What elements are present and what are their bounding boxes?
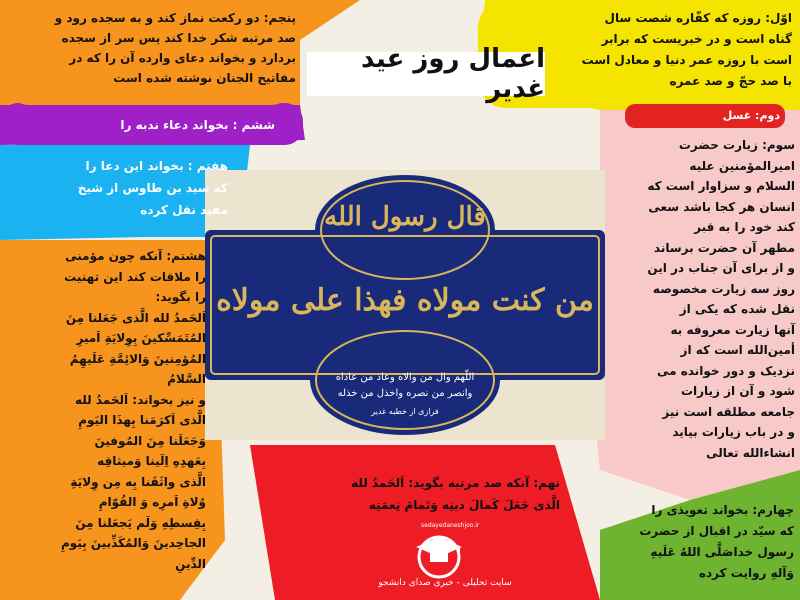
calligraphy-main-text: من کنت مولاه فهذا علی مولاه (216, 283, 594, 318)
dua-line-1: اللّهم وال من والاه وعاد من عاداه (335, 372, 475, 383)
item-second: دوم: غسل (722, 109, 780, 122)
item-ninth: نهم: آنکه صد مرتبه بگوید: اَلحَمدُ لله الَّذی جَعَلَ کَمالَ دینِه وَتَمامَ نِعمَتِه (351, 476, 560, 512)
graduation-cap-logo-icon (404, 525, 474, 580)
item-eighth: هشتم: آنکه چون مؤمنی را ملاقات کند این تهنیت را بگوید: اَلحَمدُ لله الَّذی جَعَلنا مِنَ المُتَمَسِّکینَ بِوِلایَةِ اَمیرِ المُؤمِنینَ وَالائِمَّةِ عَلَیهِمُ السَّلامُ و نیز بخواند: اَلحَمدُ لله الَّذی اَکرَمَنا بِهذَا الیَومِ وَجَعَلَنا مِنَ المُوفینَ بِعَهدِهِ اِلَینا وَمیثاقِه الَّذی واثَقَنا بِه مِن وِلایَةِ وُلاةِ اَمرِه وَ القُوّامِ بِقِسطِهِ وَلَم یَجعَلنا مِنَ الجاحِدینَ وَالمُکَذِّبینَ بِیَومِ الدِّینِ (61, 249, 206, 571)
item-sixth: ششم : بخواند دعاء ندبه را (120, 118, 275, 132)
calligraphy-artwork (205, 170, 605, 440)
item-third: سوم: زیارت حضرت امیرالمؤمنین علیه السلام و سزاوار است که انسان هر کجا باشد سعی کند خود را به قبر مطهر آن حضرت برساند و از برای آن جناب در این روز سه زیارت مخصوصه نقل شده که یکی از آنها زیارت معروفه به أمین‌الله است که از نزدیک و دور خوانده می شود و آن از زیارات جامعه مطلقه است نیز و در باب زیارات بیاید انشاءالله تعالی (647, 138, 795, 460)
calligraphy-top-text: قال رسول الله (324, 202, 486, 232)
item-seventh: هفتم : بخواند این دعا را که سید بن طاوس از شیخ مفید نقل کرده (77, 159, 228, 217)
dua-source: فرازی از خطبه غدیر (371, 407, 439, 416)
site-name: سایت تحلیلی - خبری صدای دانشجو (378, 578, 512, 588)
item-fourth: چهارم: بخواند تعویذی را که سیّد در اقبال از حضرت رسول خداصَلَّی اللهُ عَلَیهِ وَآلهِ روایت کرده (639, 503, 794, 580)
item-first: اوّل: روزه که کفّاره شصت سال گناه است و در خبریست که برابر است با روزه عمر دنیا و معادل است با صد حجّ و صد عمره (581, 11, 792, 88)
page-title: اعمال روز عید غدیر (307, 52, 545, 96)
item-fifth: پنجم: دو رکعت نماز کند و به سجده رود و صد مرتبه شکر خدا کند پس سر از سجده بردارد و بخواند دعای وارده آن را که در مفاتیح الجنان نوشته شده است (54, 11, 296, 85)
site-url: sedayedaneshjoo.ir (421, 522, 480, 529)
dua-line-2: وانصر من نصره واخذل من خذله (337, 388, 473, 399)
